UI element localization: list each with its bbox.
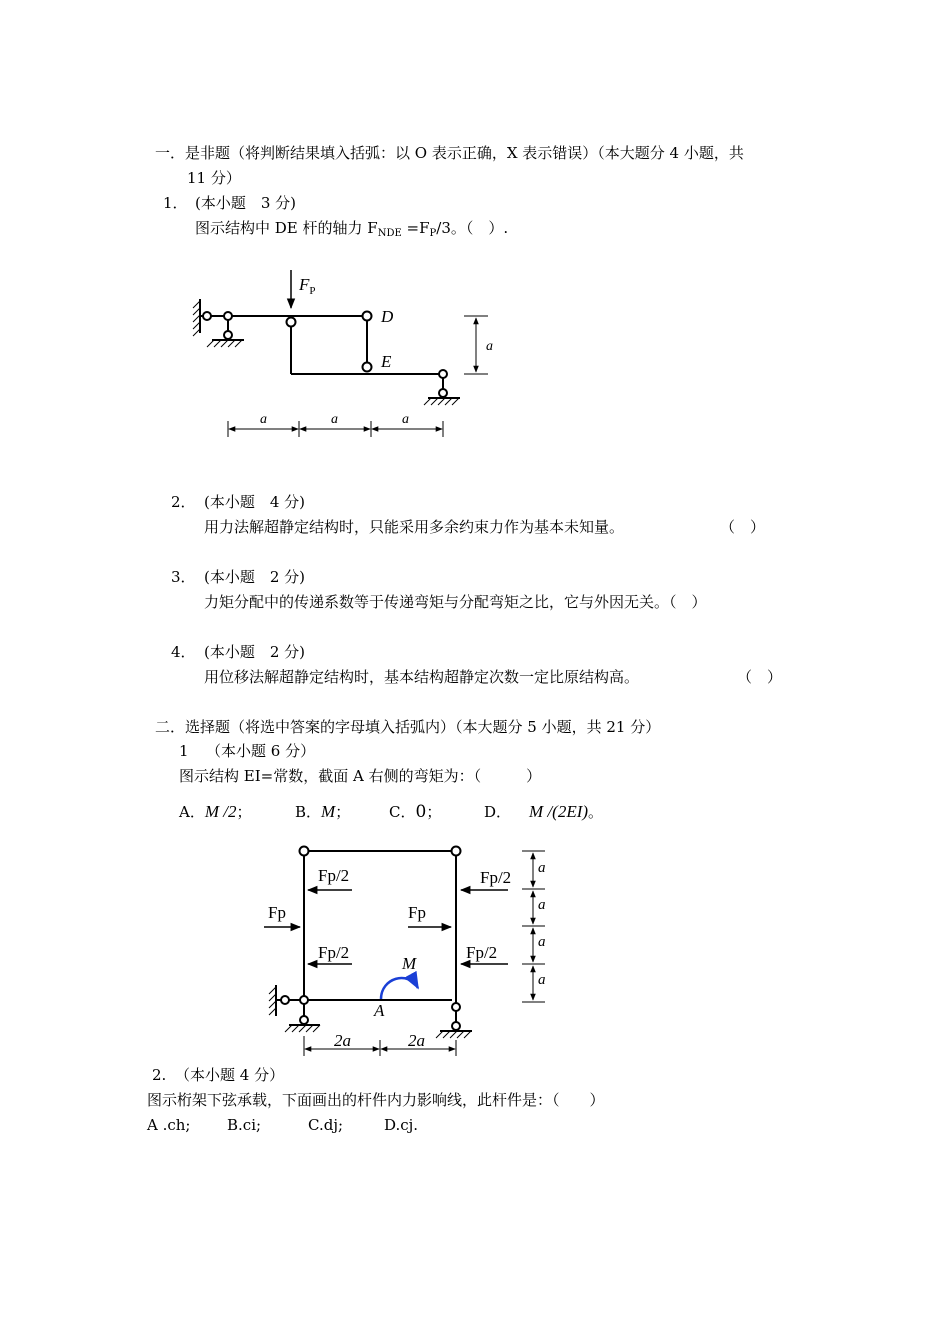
q1-dim-height: a [486, 339, 493, 354]
s2q2-option-a[interactable]: A .ch; [147, 1116, 191, 1134]
s2q1-dim-v2: a [538, 897, 546, 913]
q3-score: (本小题 2 分) [204, 568, 306, 586]
section2-heading: 二．选择题（将选中答案的字母填入括弧内）（本大题分 5 小题，共 21 分） [155, 718, 661, 736]
s2q1-option-a[interactable]: A．M /2； [179, 802, 252, 821]
s2q1-load-bottom-left: Fp/2 [318, 943, 350, 962]
q3-statement: 力矩分配中的传递系数等于传递弯矩与分配弯矩之比，它与外因无关。（ ） [204, 593, 707, 611]
q1-dim-a1: a [260, 412, 267, 427]
s2q1-dim-h2: 2a [408, 1031, 425, 1050]
q4-statement: 用位移法解超静定结构时，基本结构超静定次数一定比原结构高。 [204, 668, 640, 686]
q1-load-label: $F_P$ [299, 275, 316, 297]
q4-answer-bracket[interactable]: （ ） [737, 668, 783, 686]
q4-number: 4． [171, 643, 196, 661]
q4-score: (本小题 2 分) [204, 643, 306, 661]
q1-statement: 图示结构中 DE 杆的轴力 $F_{NDE} =F_P/3$。（ ）. [195, 219, 509, 239]
s2q2-option-b[interactable]: B.ci; [227, 1116, 262, 1134]
s2q2-number: 2. [152, 1066, 167, 1084]
s2q1-statement: 图示结构 EI=常数，截面 A 右侧的弯矩为：（ ） [179, 767, 542, 785]
q1-dim-a2: a [331, 412, 338, 427]
q3-number: 3． [171, 568, 196, 586]
s2q1-score: （本小题 6 分） [206, 742, 316, 760]
q2-score: (本小题 4 分) [204, 493, 306, 511]
s2q1-load-bottom-right: Fp/2 [466, 943, 498, 962]
q1-label-D: D [381, 307, 394, 326]
section1-heading: 一．是非题（将判断结果填入括弧：以 O 表示正确，X 表示错误）（本大题分 4 小题，共 [155, 144, 744, 162]
s2q2-option-c[interactable]: C.dj; [308, 1116, 344, 1134]
q2-statement: 用力法解超静定结构时，只能采用多余约束力作为基本未知量。 [204, 518, 625, 536]
s2q1-dim-v3: a [538, 934, 546, 950]
s2q2-statement: 图示桁架下弦承载，下面画出的杆件内力影响线，此杆件是：（ ） [147, 1091, 605, 1109]
s2q1-dim-h1: 2a [334, 1031, 351, 1050]
s2q1-point-a: A [374, 1001, 385, 1020]
q2-number: 2． [171, 493, 196, 511]
s2q1-option-d[interactable]: D． M /(2EI)。 [484, 802, 604, 821]
s2q1-dim-v1: a [538, 860, 546, 876]
q1-number: 1． [163, 194, 188, 212]
s2q1-moment-label: M [402, 954, 417, 973]
q1-label-E: E [381, 352, 392, 371]
s2q1-load-top-right: Fp/2 [480, 868, 512, 887]
s2q1-option-b[interactable]: B．M； [295, 802, 351, 821]
s2q1-load-mid: Fp [408, 903, 426, 922]
q1-dim-a3: a [402, 412, 409, 427]
s2q1-option-c[interactable]: C．0； [389, 802, 442, 822]
s2q2-option-d[interactable]: D.cj. [384, 1116, 419, 1134]
s2q1-number: 1 [179, 742, 189, 760]
section1-heading-cont: 11 分） [187, 169, 241, 187]
q2-answer-bracket[interactable]: （ ） [720, 518, 766, 536]
s2q1-load-left: Fp [268, 903, 286, 922]
s2q1-dim-v4: a [538, 972, 546, 988]
s2q2-score: （本小题 4 分） [175, 1066, 285, 1084]
q1-score: (本小题 3 分) [195, 194, 297, 212]
s2q1-load-top-left: Fp/2 [318, 866, 350, 885]
